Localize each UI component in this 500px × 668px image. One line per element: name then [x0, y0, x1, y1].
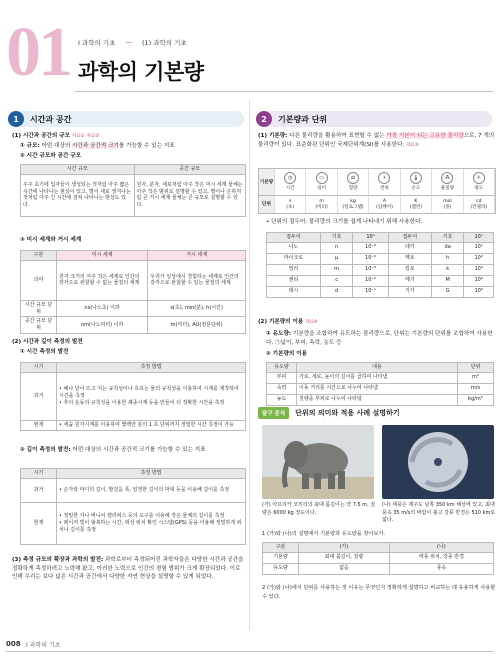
breadcrumb-separator: —	[125, 38, 132, 46]
table-cell: 우주 초기에 입자들이 생성되는 것처럼 아주 짧은 시간에 나타나는 현상이 있고, 별이 새로 생겨나는 것처럼 아주 긴 시간에 걸쳐 나타나는 현상도 있다.	[21, 174, 135, 216]
table-cell: 농도	[267, 394, 297, 405]
table-cell: 센티	[267, 275, 321, 286]
term-label: ② 길이 측정의 발전:	[20, 447, 71, 453]
table-header: 유도량	[267, 363, 297, 373]
table-header: (나)	[389, 543, 493, 553]
prefix-note	[266, 218, 422, 227]
table-cell: 기가	[388, 286, 431, 297]
table-cell: G	[431, 286, 463, 297]
list-item: • 정밀한 자나 버니어 캘리퍼스 등의 도구를 이용해 작은 물체의 길이를 측정	[59, 513, 243, 520]
paragraph-text: 과학로부터 측정되어진 과학자들은 다양한 시간과 공간을 정확하게 측정하려고 노력해 왔고, 이러한 노력으로 인간의 경험 범위가 크게 확장되었다. 이로 인해 우리는 보다 넓은 시간과 공간에서 다양한 자연 현상을 설명할 수 있게 되었다.	[12, 557, 244, 581]
table-cell: 10⁶	[464, 275, 494, 286]
text: 어떤 대상의	[39, 143, 73, 149]
table-header: 10ⁿ	[464, 233, 494, 243]
molecule-icon: ⁂	[441, 172, 453, 184]
item-heading	[20, 348, 68, 357]
table-header: 공간 규모	[134, 165, 245, 175]
table-cell	[57, 372, 246, 420]
text: 기본량을 조합하여 유도하는 물리량으로, 단위는 기본량의 단위를 조합하여 사용한다. ㉠넓이, 부피, 속력, 농도 등	[266, 331, 493, 346]
table-cell: h	[431, 253, 463, 264]
table-cell: 10¹	[464, 242, 494, 253]
measure-scale-paragraph	[12, 556, 246, 582]
table-cell: 시간 규모 단위	[21, 300, 57, 317]
table-header: 기호	[431, 233, 463, 243]
breadcrumb-section: (1) 과학의 기초	[141, 39, 187, 47]
table-cell: m/s	[458, 383, 494, 394]
base-units-grid	[258, 168, 496, 214]
caption-typhoon: (나) 태풍은 제주도 남쪽 350 km 해상에 있고, 최대 풍속 35 m/s의 바람이 불고 강풍 반경은 510 km로 넓다.	[382, 502, 496, 523]
footer-divider	[6, 651, 494, 652]
bulb-icon: ☼	[473, 172, 485, 184]
breadcrumb-unit: Ⅰ 과학의 기초	[78, 39, 116, 47]
subsection-scale	[12, 132, 246, 142]
question-2: 2 (가)와 (나)에서 단위를 사용하는 것 이유는 무엇인지 정확하게 설명하고 비교하는 데 유용하게 사용할 수 있다.	[262, 585, 496, 600]
table-cell: 데시	[267, 286, 321, 297]
page-title: 과학의 기본량	[78, 60, 204, 84]
table-cell: 메가	[388, 275, 431, 286]
table-cell: nm(나노미터) 이하	[57, 317, 148, 334]
table-cell: 10⁻³	[353, 264, 388, 275]
quantity-cell	[464, 169, 495, 195]
table-header: (가)	[299, 543, 390, 553]
ruler-icon: ▭	[316, 172, 328, 184]
header-divider	[74, 91, 494, 92]
table-cell: 우리가 일상에서 경험하는 세계로 인간의 감각으로 관찰할 수 있는 물질의 세계	[148, 260, 246, 300]
table-cell: 없음	[299, 563, 390, 574]
table-cell: m³	[458, 372, 494, 383]
table-header: 시간 규모	[21, 165, 135, 175]
text: 다른 물리량을 활용하여 표현할 수 없는	[287, 133, 387, 139]
table-header: 10ⁿ	[353, 233, 388, 243]
table-header: 구분	[263, 543, 299, 553]
table-cell: 10⁹	[464, 286, 494, 297]
quantity-cell	[338, 169, 369, 195]
table-cell: 부피	[267, 372, 297, 383]
subsection-heading	[258, 318, 318, 328]
table-header: 단위	[458, 363, 494, 373]
quantity-name: 광도	[474, 186, 484, 192]
unit-cell: mol (몰)	[432, 195, 463, 214]
table-header: 측정 방법	[57, 469, 246, 479]
table-cell: da	[431, 242, 463, 253]
table-cell: c	[320, 275, 352, 286]
quantity-cell	[369, 169, 400, 195]
list-item: • 레이저 빛이 왕복하는 시간, 위성 위치 확인 시스템(GPS) 등을 이용해 정밀하게 위치나 길이를 측정	[59, 520, 243, 534]
subsection-title: (2) 기본량의 이용	[258, 319, 304, 325]
table-cell: m(미터), AU(천문단위)	[148, 317, 246, 334]
table-cell: 원자, 분자, 세포처럼 아주 작은 미시 세계 물체는 아주 작은 범위로 설명할 수 있고, 별이나 은하처럼 큰 거시 세계 물체는 큰 규모로 설명할 수 있다.	[134, 174, 245, 216]
length-measure-table	[20, 468, 246, 545]
table-header: 측정 방법	[57, 363, 246, 373]
subsection-title: (1) 시간과 공간의 규모	[12, 133, 71, 139]
table-cell	[57, 502, 246, 544]
table-cell: 밀리	[267, 264, 321, 275]
table-cell: μ	[320, 253, 352, 264]
item-title: ② 기본량의 이용	[266, 351, 308, 357]
highlight: 시간과 공간적 크기	[72, 143, 119, 149]
table-cell: 데카	[388, 242, 431, 253]
thermometer-icon: 🌡	[410, 172, 422, 184]
table-header: 내용	[297, 363, 458, 373]
table-cell: 이동 거리를 시간으로 나누어 나타냄	[297, 383, 458, 394]
unit-cell: m (미터)	[306, 195, 337, 214]
page-number: 008	[6, 640, 21, 648]
table-cell: 현재	[21, 502, 57, 544]
section-header-time-space	[8, 111, 244, 127]
table-cell: 최대 몸길이, 질량	[299, 552, 390, 563]
table-cell: 의미	[21, 260, 57, 300]
unit-cell: A (암페어)	[369, 195, 400, 214]
material-badge: 자료③	[406, 142, 419, 148]
table-cell: 10²	[464, 253, 494, 264]
item-title: ① 시간 측정의 발전	[20, 349, 69, 355]
unit-cell: cd (칸델라)	[464, 195, 495, 214]
table-cell: m	[320, 264, 352, 275]
section-header-base-units	[256, 111, 492, 127]
table-header: 미시 세계	[57, 251, 148, 261]
table-cell: 풍속	[389, 563, 493, 574]
quantity-name: 질량	[348, 186, 358, 192]
quantity-cell	[432, 169, 463, 195]
note-text: • 단위의 접두어: 물리량의 크기를 쉽게 나타내기 위해 사용한다.	[266, 219, 422, 225]
table-cell: 가로, 세로, 높이의 길이를 곱하여 나타냄	[297, 372, 458, 383]
clock-icon: ◷	[284, 172, 296, 184]
highlight: 가장 기본이 되는 고유한 물리량	[386, 133, 464, 139]
caption-elephant: (가) 아프리카 코끼리의 최대 몸길이는 약 7.5 m, 질량은 6000 kg 정도이다.	[262, 502, 376, 516]
row-label: 단위	[259, 195, 275, 214]
item-heading	[20, 236, 81, 245]
item-title: ③ 미시 세계와 거시 세계	[20, 237, 82, 243]
answer-table	[262, 542, 494, 575]
table-cell: 10⁻⁶	[353, 253, 388, 264]
table-cell: 질량을 부피로 나누어 나타냄	[297, 394, 458, 405]
table-cell: 원자 크기의 아주 작은 세계로 인간의 감각으로 관찰할 수 없는 물질의 세계	[57, 260, 148, 300]
material-badge: 자료④	[305, 320, 318, 325]
table-cell: s(초), min(분), h(시간)	[148, 300, 246, 317]
table-cell: 10⁻¹	[353, 286, 388, 297]
typhoon-satellite-photo	[382, 425, 494, 499]
question-1: 1 (가)와 (나)의 설명에서 기본량과 유도량을 찾아보자.	[262, 531, 386, 537]
micro-macro-table	[20, 250, 246, 334]
derived-quantity-table	[266, 362, 494, 406]
table-cell	[57, 420, 246, 430]
table-cell: 기본량	[263, 552, 299, 563]
table-cell: 10³	[464, 264, 494, 275]
base-quantity-def	[258, 132, 496, 150]
table-cell: M	[431, 275, 463, 286]
unit-cell: s (초)	[275, 195, 306, 214]
section-number: 2	[256, 111, 272, 127]
breadcrumb	[78, 38, 187, 47]
table-cell: 마이크로	[267, 253, 321, 264]
table-header: 구분	[21, 251, 57, 261]
list-item: • 추의 운동의 규칙성을 이용한 괘종시계 등을 만들어 더 정확한 시간을 측정	[59, 400, 243, 407]
table-header: 기호	[320, 233, 352, 243]
table-cell: 헥토	[388, 253, 431, 264]
scale-icon: ⚖	[347, 172, 359, 184]
quantity-name: 온도	[411, 186, 421, 192]
prefix-table	[266, 232, 494, 298]
example-header	[258, 407, 400, 419]
table-cell: d	[320, 286, 352, 297]
table-header: 시기	[21, 363, 57, 373]
table-cell: 킬로	[388, 264, 431, 275]
chapter-number: 01	[6, 14, 70, 91]
battery-icon: ⚡	[378, 172, 390, 184]
list-item: • 해나 달이 뜨고 지는 규칙성이나 흐르는 물의 규칙성을 이용하여 시계를 제작하여 시간을 측정	[59, 386, 243, 400]
quantity-name: 시간	[285, 186, 295, 192]
table-cell: 과거	[21, 372, 57, 420]
length-measure-def	[20, 446, 248, 455]
table-cell: 나노	[267, 242, 321, 253]
subsection-title: (2) 시간과 길이 측정의 발전	[12, 339, 83, 345]
row-label: 기본량	[259, 169, 275, 195]
text: 으로, 7 개의 물리량이 있다. 표준화된 단위인 국제단위계(SI)를 사용한다.	[258, 133, 495, 148]
table-cell: 속력	[267, 383, 297, 394]
scale-definition	[20, 142, 248, 151]
scale-table	[20, 164, 246, 217]
quantity-name: 길이	[317, 186, 327, 192]
table-cell: k	[431, 264, 463, 275]
term-label: ① 규모:	[20, 143, 40, 149]
table-header: 접두어	[267, 233, 321, 243]
quantity-cell	[275, 169, 306, 195]
table-cell: 유도량	[263, 563, 299, 574]
subsection-title: (3) 측정 규모의 확장과 과학의 발전:	[12, 557, 104, 563]
column-divider	[249, 100, 250, 630]
material-badge: 자료②	[86, 134, 100, 139]
unit-cell: K (켈빈)	[401, 195, 432, 214]
item-heading	[266, 350, 307, 359]
subsection-title: (1) 기본량:	[258, 133, 288, 139]
section-title: 시간과 공간	[30, 114, 72, 124]
subsection-heading	[12, 338, 83, 347]
item-title: ② 시간 규모와 공간 규모	[20, 153, 82, 159]
quantity-name: 물질량	[440, 186, 455, 192]
section-title: 기본량과 단위	[278, 114, 328, 124]
table-cell: 과거	[21, 478, 57, 502]
time-measure-table	[20, 362, 246, 431]
footer-label: Ⅰ 과학의 기초	[26, 642, 61, 649]
table-header: 접두어	[388, 233, 431, 243]
term-label: ① 유도량:	[266, 331, 292, 337]
material-badge: 자료①	[71, 134, 85, 139]
unit-cell: kg (킬로그램)	[338, 195, 369, 214]
quantity-name: 전류	[380, 186, 389, 192]
example-title: 단위의 의미와 적용 사례 설명하기	[295, 409, 400, 417]
example-badge: 탐구 분석	[258, 407, 289, 419]
elephant-photo	[262, 425, 374, 499]
text: 를 가늠할 수 있는 지표	[118, 143, 175, 149]
table-cell: 태풍 위치, 강풍 반경	[389, 552, 493, 563]
table-header: 거시 세계	[148, 251, 246, 261]
quantity-cell	[306, 169, 337, 195]
derived-quantity-def	[266, 330, 496, 347]
table-cell	[57, 478, 246, 502]
section-number: 1	[8, 111, 24, 127]
list-item: • 세슘 원자시계를 이용하여 몇백만 분의 1 초 단위까지 정밀한 시간 측정이 가능	[59, 422, 243, 429]
table-cell: kg/m³	[458, 394, 494, 405]
table-cell: 10⁻²	[353, 275, 388, 286]
list-item: • 손가락 마디의 길이, 발걸음 폭, 일정한 길이의 막대 등을 이용해 길이를 측정	[59, 487, 243, 494]
table-cell: 현재	[21, 420, 57, 430]
table-cell: n	[320, 242, 352, 253]
table-header: 시기	[21, 469, 57, 479]
text: 어떤 대상의 시간과 공간적 크기를 가늠할 수 있는 지표	[70, 447, 206, 453]
table-cell: 10⁻⁹	[353, 242, 388, 253]
table-cell: ns(나노초) 이하	[57, 300, 148, 317]
quantity-cell	[401, 169, 432, 195]
item-heading	[20, 152, 81, 161]
table-cell: 공간 규모 단위	[21, 317, 57, 334]
